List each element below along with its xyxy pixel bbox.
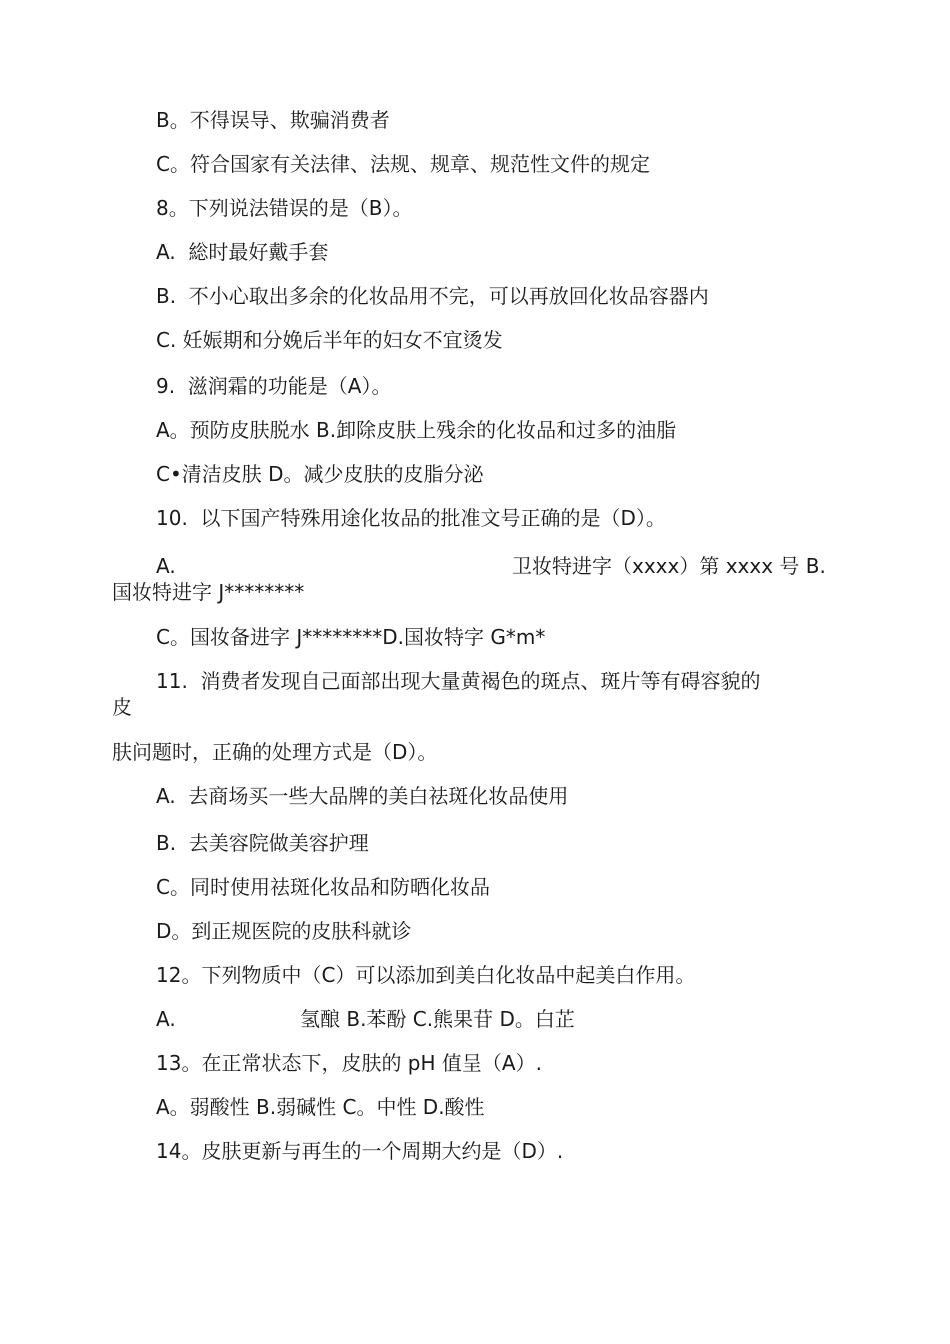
option-b-q8: B. 不小心取出多余的化妆品用不完，可以再放回化妆品容器内 [156,284,709,308]
option-c-q7: C。符合国家有关法律、法规、规章、规范性文件的规定 [156,152,650,176]
question-8: 8。下列说法错误的是（B）。 [156,196,413,220]
option-b-q11: B. 去美容院做美容护理 [156,831,369,855]
question-12: 12。下列物质中（C）可以添加到美白化妆品中起美白作用。 [156,963,696,987]
options-cd-q10: C。国妆备进字 J********D.国妆特字 G*m* [156,625,546,649]
option-a-q11: A. 去商场买一些大品牌的美白祛斑化妆品使用 [156,784,569,808]
question-9: 9. 滋润霜的功能是（A）。 [156,374,392,398]
option-c-q8: C. 妊娠期和分娩后半年的妇女不宜烫发 [156,328,503,352]
option-b-text-q10: 国妆特进字 J******** [112,580,305,604]
question-11-wrap: 皮 [112,695,132,719]
option-a-label-q12: A. [156,1007,176,1031]
options-ab-q9: A。预防皮肤脱水 B.卸除皮肤上残余的化妆品和过多的油脂 [156,418,677,442]
options-q13: A。弱酸性 B.弱碱性 C。中性 D.酸性 [156,1095,485,1119]
question-11-cont: 肤问题时，正确的处理方式是（D）。 [112,740,438,764]
question-10: 10. 以下国产特殊用途化妆品的批准文号正确的是（D）。 [156,506,666,530]
option-a-q8: A. 総时最好戴手套 [156,240,329,264]
option-a-text-q10: 卫妆特进字（xxxx）第 xxxx 号 B. [512,554,826,578]
option-d-q11: D。到正规医院的皮肤科就诊 [156,919,412,943]
option-b-q7: B。不得误导、欺骗消费者 [156,108,390,132]
option-c-q11: C。同时使用祛斑化妆品和防晒化妆品 [156,875,490,899]
options-cd-q9: C•清洁皮肤 D。减少皮肤的皮脂分泌 [156,462,484,486]
question-11: 11. 消费者发现自己面部出现大量黄褐色的斑点、斑片等有碍容貌的 [156,669,761,693]
option-a-label-q10: A. [156,554,176,578]
options-q12: 氢酿 B.苯酚 C.熊果苷 D。白芷 [300,1007,575,1031]
question-14: 14。皮肤更新与再生的一个周期大约是（D）. [156,1139,564,1163]
question-13: 13。在正常状态下，皮肤的 pH 值呈（A）. [156,1051,542,1075]
